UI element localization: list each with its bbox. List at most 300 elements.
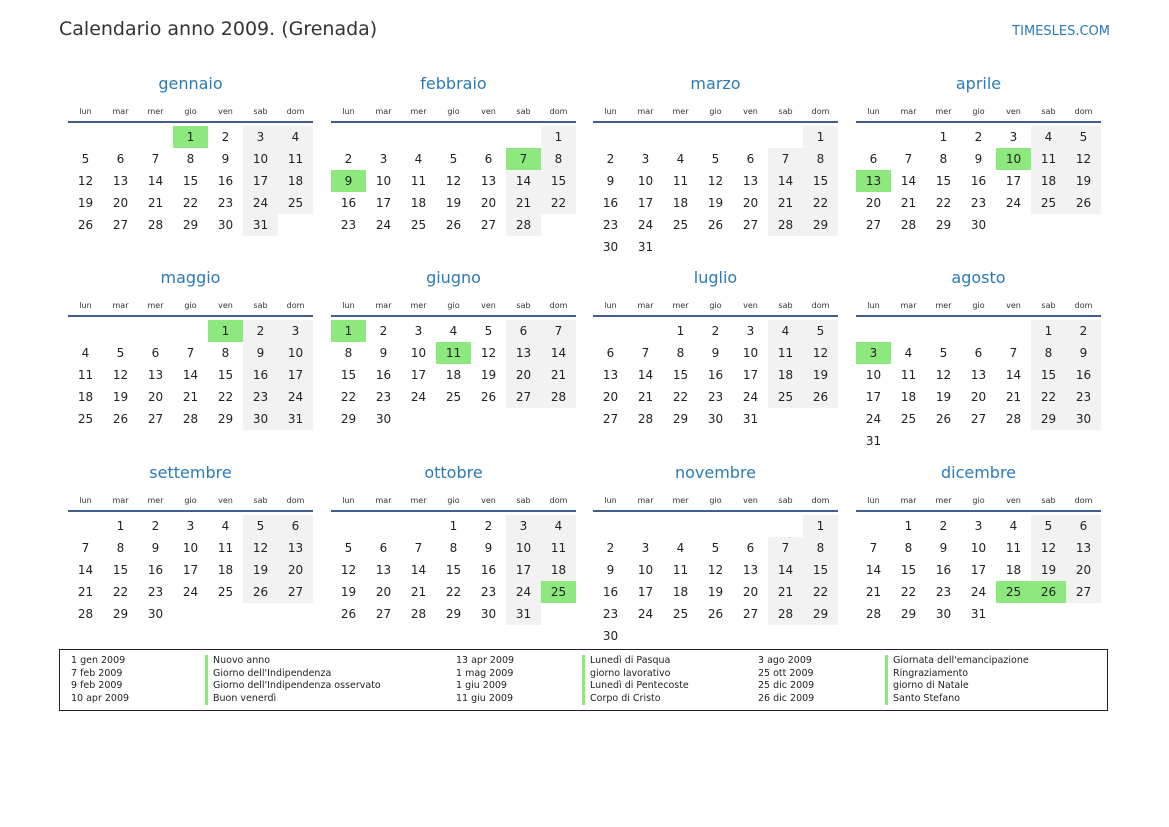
- day-cell[interactable]: 24: [637, 607, 654, 621]
- weekend-day-cell[interactable]: 19: [1031, 559, 1066, 581]
- day-cell[interactable]: 5: [81, 152, 90, 166]
- weekend-day-cell[interactable]: 15: [1031, 364, 1066, 386]
- day-cell[interactable]: 7: [869, 541, 878, 555]
- day-cell[interactable]: 19: [340, 585, 357, 599]
- day-cell[interactable]: 3: [641, 541, 650, 555]
- weekend-day-cell[interactable]: 20: [278, 559, 313, 581]
- day-cell[interactable]: 16: [707, 368, 724, 382]
- weekend-day-cell[interactable]: 19: [243, 559, 278, 581]
- day-cell[interactable]: 4: [904, 346, 913, 360]
- weekend-day-cell[interactable]: 21: [506, 192, 541, 214]
- day-cell[interactable]: 9: [221, 152, 230, 166]
- weekend-day-cell[interactable]: 14: [768, 170, 803, 192]
- day-cell[interactable]: 19: [112, 390, 129, 404]
- day-cell[interactable]: 16: [602, 585, 619, 599]
- weekend-day-cell[interactable]: 1: [803, 126, 838, 148]
- weekend-day-cell[interactable]: 5: [803, 320, 838, 342]
- day-cell[interactable]: 10: [637, 174, 654, 188]
- day-cell[interactable]: 19: [707, 196, 724, 210]
- holiday-day-cell[interactable]: 25: [541, 581, 576, 603]
- weekend-day-cell[interactable]: 22: [1031, 386, 1066, 408]
- day-cell[interactable]: 9: [484, 541, 493, 555]
- holiday-day-cell[interactable]: 13: [856, 170, 891, 192]
- day-cell[interactable]: 30: [935, 607, 952, 621]
- day-cell[interactable]: 23: [602, 218, 619, 232]
- day-cell[interactable]: 29: [340, 412, 357, 426]
- day-cell[interactable]: 25: [672, 607, 689, 621]
- day-cell[interactable]: 4: [1009, 519, 1018, 533]
- day-cell[interactable]: 25: [672, 218, 689, 232]
- day-cell[interactable]: 30: [970, 218, 987, 232]
- weekend-day-cell[interactable]: 28: [768, 214, 803, 236]
- day-cell[interactable]: 16: [935, 563, 952, 577]
- day-cell[interactable]: 30: [602, 629, 619, 643]
- day-cell[interactable]: 4: [414, 152, 423, 166]
- day-cell[interactable]: 17: [1005, 174, 1022, 188]
- day-cell[interactable]: 26: [935, 412, 952, 426]
- day-cell[interactable]: 17: [182, 563, 199, 577]
- day-cell[interactable]: 6: [606, 346, 615, 360]
- day-cell[interactable]: 5: [484, 324, 493, 338]
- day-cell[interactable]: 6: [151, 346, 160, 360]
- day-cell[interactable]: 19: [77, 196, 94, 210]
- day-cell[interactable]: 10: [410, 346, 427, 360]
- day-cell[interactable]: 14: [637, 368, 654, 382]
- day-cell[interactable]: 22: [445, 585, 462, 599]
- weekend-day-cell[interactable]: 14: [541, 342, 576, 364]
- day-cell[interactable]: 23: [707, 390, 724, 404]
- day-cell[interactable]: 9: [606, 563, 615, 577]
- day-cell[interactable]: 9: [939, 541, 948, 555]
- day-cell[interactable]: 16: [147, 563, 164, 577]
- day-cell[interactable]: 27: [147, 412, 164, 426]
- weekend-day-cell[interactable]: 6: [1066, 515, 1101, 537]
- day-cell[interactable]: 17: [637, 196, 654, 210]
- day-cell[interactable]: 2: [974, 130, 983, 144]
- weekend-day-cell[interactable]: 3: [278, 320, 313, 342]
- weekend-day-cell[interactable]: 12: [243, 537, 278, 559]
- day-cell[interactable]: 27: [742, 218, 759, 232]
- day-cell[interactable]: 10: [865, 368, 882, 382]
- day-cell[interactable]: 6: [116, 152, 125, 166]
- day-cell[interactable]: 2: [344, 152, 353, 166]
- day-cell[interactable]: 2: [711, 324, 720, 338]
- day-cell[interactable]: 5: [344, 541, 353, 555]
- day-cell[interactable]: 23: [970, 196, 987, 210]
- weekend-day-cell[interactable]: 8: [803, 148, 838, 170]
- day-cell[interactable]: 17: [742, 368, 759, 382]
- day-cell[interactable]: 18: [77, 390, 94, 404]
- holiday-day-cell[interactable]: 1: [208, 320, 243, 342]
- day-cell[interactable]: 11: [217, 541, 234, 555]
- weekend-day-cell[interactable]: 6: [278, 515, 313, 537]
- day-cell[interactable]: 27: [112, 218, 129, 232]
- weekend-day-cell[interactable]: 8: [1031, 342, 1066, 364]
- day-cell[interactable]: 29: [672, 412, 689, 426]
- day-cell[interactable]: 24: [182, 585, 199, 599]
- day-cell[interactable]: 28: [1005, 412, 1022, 426]
- day-cell[interactable]: 13: [147, 368, 164, 382]
- day-cell[interactable]: 7: [414, 541, 423, 555]
- weekend-day-cell[interactable]: 28: [506, 214, 541, 236]
- day-cell[interactable]: 3: [379, 152, 388, 166]
- day-cell[interactable]: 30: [480, 607, 497, 621]
- weekend-day-cell[interactable]: 14: [768, 559, 803, 581]
- weekend-day-cell[interactable]: 22: [803, 581, 838, 603]
- day-cell[interactable]: 11: [77, 368, 94, 382]
- day-cell[interactable]: 11: [672, 563, 689, 577]
- weekend-day-cell[interactable]: 30: [243, 408, 278, 430]
- weekend-day-cell[interactable]: 25: [1031, 192, 1066, 214]
- weekend-day-cell[interactable]: 23: [243, 386, 278, 408]
- day-cell[interactable]: 22: [182, 196, 199, 210]
- day-cell[interactable]: 28: [182, 412, 199, 426]
- day-cell[interactable]: 12: [112, 368, 129, 382]
- weekend-day-cell[interactable]: 12: [1031, 537, 1066, 559]
- day-cell[interactable]: 6: [974, 346, 983, 360]
- weekend-day-cell[interactable]: 19: [803, 364, 838, 386]
- weekend-day-cell[interactable]: 4: [768, 320, 803, 342]
- weekend-day-cell[interactable]: 5: [1066, 126, 1101, 148]
- weekend-day-cell[interactable]: 27: [278, 581, 313, 603]
- day-cell[interactable]: 30: [707, 412, 724, 426]
- weekend-day-cell[interactable]: 16: [243, 364, 278, 386]
- day-cell[interactable]: 14: [900, 174, 917, 188]
- weekend-day-cell[interactable]: 26: [243, 581, 278, 603]
- weekend-day-cell[interactable]: 24: [506, 581, 541, 603]
- day-cell[interactable]: 9: [151, 541, 160, 555]
- day-cell[interactable]: 21: [865, 585, 882, 599]
- day-cell[interactable]: 18: [410, 196, 427, 210]
- day-cell[interactable]: 5: [711, 541, 720, 555]
- day-cell[interactable]: 22: [112, 585, 129, 599]
- day-cell[interactable]: 19: [707, 585, 724, 599]
- day-cell[interactable]: 27: [375, 607, 392, 621]
- day-cell[interactable]: 30: [602, 240, 619, 254]
- holiday-day-cell[interactable]: 9: [331, 170, 366, 192]
- day-cell[interactable]: 26: [480, 390, 497, 404]
- day-cell[interactable]: 8: [344, 346, 353, 360]
- holiday-day-cell[interactable]: 1: [173, 126, 208, 148]
- holiday-day-cell[interactable]: 11: [436, 342, 471, 364]
- weekend-day-cell[interactable]: 5: [1031, 515, 1066, 537]
- day-cell[interactable]: 1: [116, 519, 125, 533]
- day-cell[interactable]: 27: [742, 607, 759, 621]
- day-cell[interactable]: 22: [900, 585, 917, 599]
- weekend-day-cell[interactable]: 15: [541, 170, 576, 192]
- weekend-day-cell[interactable]: 29: [803, 214, 838, 236]
- weekend-day-cell[interactable]: 2: [243, 320, 278, 342]
- weekend-day-cell[interactable]: 13: [1066, 537, 1101, 559]
- holiday-day-cell[interactable]: 7: [506, 148, 541, 170]
- day-cell[interactable]: 17: [410, 368, 427, 382]
- day-cell[interactable]: 1: [904, 519, 913, 533]
- day-cell[interactable]: 2: [939, 519, 948, 533]
- weekend-day-cell[interactable]: 10: [506, 537, 541, 559]
- day-cell[interactable]: 19: [935, 390, 952, 404]
- day-cell[interactable]: 21: [182, 390, 199, 404]
- day-cell[interactable]: 7: [186, 346, 195, 360]
- day-cell[interactable]: 4: [81, 346, 90, 360]
- day-cell[interactable]: 29: [217, 412, 234, 426]
- day-cell[interactable]: 12: [77, 174, 94, 188]
- weekend-day-cell[interactable]: 12: [1066, 148, 1101, 170]
- day-cell[interactable]: 16: [970, 174, 987, 188]
- day-cell[interactable]: 23: [480, 585, 497, 599]
- day-cell[interactable]: 18: [672, 585, 689, 599]
- day-cell[interactable]: 3: [414, 324, 423, 338]
- day-cell[interactable]: 30: [375, 412, 392, 426]
- day-cell[interactable]: 24: [637, 218, 654, 232]
- weekend-day-cell[interactable]: 11: [768, 342, 803, 364]
- day-cell[interactable]: 13: [602, 368, 619, 382]
- weekend-day-cell[interactable]: 9: [1066, 342, 1101, 364]
- day-cell[interactable]: 8: [904, 541, 913, 555]
- weekend-day-cell[interactable]: 10: [278, 342, 313, 364]
- weekend-day-cell[interactable]: 22: [803, 192, 838, 214]
- day-cell[interactable]: 25: [410, 218, 427, 232]
- weekend-day-cell[interactable]: 25: [768, 386, 803, 408]
- day-cell[interactable]: 16: [375, 368, 392, 382]
- day-cell[interactable]: 23: [935, 585, 952, 599]
- day-cell[interactable]: 9: [606, 174, 615, 188]
- day-cell[interactable]: 4: [449, 324, 458, 338]
- day-cell[interactable]: 9: [711, 346, 720, 360]
- day-cell[interactable]: 4: [676, 541, 685, 555]
- weekend-day-cell[interactable]: 9: [243, 342, 278, 364]
- day-cell[interactable]: 9: [379, 346, 388, 360]
- day-cell[interactable]: 20: [147, 390, 164, 404]
- day-cell[interactable]: 7: [81, 541, 90, 555]
- day-cell[interactable]: 12: [935, 368, 952, 382]
- day-cell[interactable]: 6: [869, 152, 878, 166]
- day-cell[interactable]: 26: [77, 218, 94, 232]
- weekend-day-cell[interactable]: 23: [1066, 386, 1101, 408]
- weekend-day-cell[interactable]: 15: [803, 170, 838, 192]
- weekend-day-cell[interactable]: 22: [541, 192, 576, 214]
- day-cell[interactable]: 22: [217, 390, 234, 404]
- weekend-day-cell[interactable]: 7: [768, 537, 803, 559]
- weekend-day-cell[interactable]: 1: [1031, 320, 1066, 342]
- weekend-day-cell[interactable]: 12: [803, 342, 838, 364]
- day-cell[interactable]: 22: [935, 196, 952, 210]
- weekend-day-cell[interactable]: 8: [803, 537, 838, 559]
- day-cell[interactable]: 6: [484, 152, 493, 166]
- day-cell[interactable]: 3: [746, 324, 755, 338]
- weekend-day-cell[interactable]: 8: [541, 148, 576, 170]
- day-cell[interactable]: 27: [602, 412, 619, 426]
- day-cell[interactable]: 20: [742, 585, 759, 599]
- day-cell[interactable]: 23: [340, 218, 357, 232]
- day-cell[interactable]: 3: [641, 152, 650, 166]
- day-cell[interactable]: 29: [900, 607, 917, 621]
- day-cell[interactable]: 22: [340, 390, 357, 404]
- weekend-day-cell[interactable]: 25: [278, 192, 313, 214]
- weekend-day-cell[interactable]: 18: [1031, 170, 1066, 192]
- weekend-day-cell[interactable]: 31: [243, 214, 278, 236]
- day-cell[interactable]: 13: [970, 368, 987, 382]
- weekend-day-cell[interactable]: 16: [1066, 364, 1101, 386]
- weekend-day-cell[interactable]: 18: [541, 559, 576, 581]
- day-cell[interactable]: 23: [147, 585, 164, 599]
- day-cell[interactable]: 21: [1005, 390, 1022, 404]
- day-cell[interactable]: 15: [217, 368, 234, 382]
- day-cell[interactable]: 29: [112, 607, 129, 621]
- weekend-day-cell[interactable]: 28: [768, 603, 803, 625]
- day-cell[interactable]: 15: [935, 174, 952, 188]
- day-cell[interactable]: 9: [974, 152, 983, 166]
- holiday-day-cell[interactable]: 1: [331, 320, 366, 342]
- day-cell[interactable]: 10: [182, 541, 199, 555]
- day-cell[interactable]: 24: [865, 412, 882, 426]
- weekend-day-cell[interactable]: 27: [1066, 581, 1101, 603]
- day-cell[interactable]: 13: [742, 563, 759, 577]
- day-cell[interactable]: 31: [970, 607, 987, 621]
- day-cell[interactable]: 7: [904, 152, 913, 166]
- weekend-day-cell[interactable]: 11: [1031, 148, 1066, 170]
- weekend-day-cell[interactable]: 1: [803, 515, 838, 537]
- day-cell[interactable]: 14: [147, 174, 164, 188]
- weekend-day-cell[interactable]: 24: [278, 386, 313, 408]
- day-cell[interactable]: 30: [147, 607, 164, 621]
- day-cell[interactable]: 8: [186, 152, 195, 166]
- day-cell[interactable]: 11: [410, 174, 427, 188]
- day-cell[interactable]: 13: [112, 174, 129, 188]
- day-cell[interactable]: 7: [151, 152, 160, 166]
- day-cell[interactable]: 15: [112, 563, 129, 577]
- day-cell[interactable]: 21: [410, 585, 427, 599]
- day-cell[interactable]: 29: [445, 607, 462, 621]
- day-cell[interactable]: 1: [939, 130, 948, 144]
- day-cell[interactable]: 20: [865, 196, 882, 210]
- day-cell[interactable]: 20: [375, 585, 392, 599]
- day-cell[interactable]: 20: [602, 390, 619, 404]
- weekend-day-cell[interactable]: 1: [541, 126, 576, 148]
- day-cell[interactable]: 28: [637, 412, 654, 426]
- day-cell[interactable]: 10: [375, 174, 392, 188]
- day-cell[interactable]: 29: [935, 218, 952, 232]
- weekend-day-cell[interactable]: 2: [1066, 320, 1101, 342]
- day-cell[interactable]: 18: [672, 196, 689, 210]
- day-cell[interactable]: 17: [865, 390, 882, 404]
- day-cell[interactable]: 15: [445, 563, 462, 577]
- day-cell[interactable]: 8: [221, 346, 230, 360]
- weekend-day-cell[interactable]: 11: [541, 537, 576, 559]
- day-cell[interactable]: 31: [637, 240, 654, 254]
- day-cell[interactable]: 3: [186, 519, 195, 533]
- day-cell[interactable]: 27: [970, 412, 987, 426]
- day-cell[interactable]: 11: [672, 174, 689, 188]
- day-cell[interactable]: 16: [480, 563, 497, 577]
- day-cell[interactable]: 12: [707, 563, 724, 577]
- weekend-day-cell[interactable]: 29: [803, 603, 838, 625]
- weekend-day-cell[interactable]: 3: [506, 515, 541, 537]
- day-cell[interactable]: 28: [147, 218, 164, 232]
- day-cell[interactable]: 26: [707, 607, 724, 621]
- weekend-day-cell[interactable]: 7: [541, 320, 576, 342]
- day-cell[interactable]: 12: [445, 174, 462, 188]
- holiday-day-cell[interactable]: 10: [996, 148, 1031, 170]
- day-cell[interactable]: 15: [900, 563, 917, 577]
- day-cell[interactable]: 24: [410, 390, 427, 404]
- day-cell[interactable]: 24: [1005, 196, 1022, 210]
- day-cell[interactable]: 18: [445, 368, 462, 382]
- day-cell[interactable]: 21: [900, 196, 917, 210]
- day-cell[interactable]: 31: [865, 434, 882, 448]
- day-cell[interactable]: 14: [1005, 368, 1022, 382]
- day-cell[interactable]: 21: [77, 585, 94, 599]
- day-cell[interactable]: 10: [970, 541, 987, 555]
- weekend-day-cell[interactable]: 29: [1031, 408, 1066, 430]
- day-cell[interactable]: 23: [375, 390, 392, 404]
- weekend-day-cell[interactable]: 18: [768, 364, 803, 386]
- day-cell[interactable]: 13: [480, 174, 497, 188]
- weekend-day-cell[interactable]: 19: [1066, 170, 1101, 192]
- day-cell[interactable]: 31: [742, 412, 759, 426]
- day-cell[interactable]: 8: [676, 346, 685, 360]
- weekend-day-cell[interactable]: 24: [243, 192, 278, 214]
- day-cell[interactable]: 19: [445, 196, 462, 210]
- day-cell[interactable]: 14: [410, 563, 427, 577]
- day-cell[interactable]: 14: [182, 368, 199, 382]
- day-cell[interactable]: 24: [742, 390, 759, 404]
- day-cell[interactable]: 28: [900, 218, 917, 232]
- day-cell[interactable]: 16: [217, 174, 234, 188]
- brand-link[interactable]: TIMESLES.COM: [1012, 24, 1110, 39]
- weekend-day-cell[interactable]: 4: [278, 126, 313, 148]
- day-cell[interactable]: 4: [676, 152, 685, 166]
- day-cell[interactable]: 2: [379, 324, 388, 338]
- day-cell[interactable]: 8: [449, 541, 458, 555]
- day-cell[interactable]: 7: [1009, 346, 1018, 360]
- day-cell[interactable]: 3: [1009, 130, 1018, 144]
- day-cell[interactable]: 5: [939, 346, 948, 360]
- weekend-day-cell[interactable]: 28: [541, 386, 576, 408]
- weekend-day-cell[interactable]: 21: [768, 192, 803, 214]
- day-cell[interactable]: 17: [637, 585, 654, 599]
- weekend-day-cell[interactable]: 7: [768, 148, 803, 170]
- day-cell[interactable]: 6: [746, 152, 755, 166]
- day-cell[interactable]: 28: [77, 607, 94, 621]
- day-cell[interactable]: 2: [606, 541, 615, 555]
- weekend-day-cell[interactable]: 14: [506, 170, 541, 192]
- day-cell[interactable]: 27: [480, 218, 497, 232]
- weekend-day-cell[interactable]: 31: [506, 603, 541, 625]
- weekend-day-cell[interactable]: 3: [243, 126, 278, 148]
- day-cell[interactable]: 15: [182, 174, 199, 188]
- weekend-day-cell[interactable]: 18: [278, 170, 313, 192]
- day-cell[interactable]: 13: [375, 563, 392, 577]
- day-cell[interactable]: 23: [602, 607, 619, 621]
- day-cell[interactable]: 2: [484, 519, 493, 533]
- day-cell[interactable]: 24: [375, 218, 392, 232]
- day-cell[interactable]: 20: [480, 196, 497, 210]
- day-cell[interactable]: 25: [217, 585, 234, 599]
- weekend-day-cell[interactable]: 31: [278, 408, 313, 430]
- day-cell[interactable]: 10: [742, 346, 759, 360]
- weekend-day-cell[interactable]: 26: [1066, 192, 1101, 214]
- weekend-day-cell[interactable]: 5: [243, 515, 278, 537]
- weekend-day-cell[interactable]: 27: [506, 386, 541, 408]
- weekend-day-cell[interactable]: 17: [278, 364, 313, 386]
- day-cell[interactable]: 18: [217, 563, 234, 577]
- weekend-day-cell[interactable]: 17: [243, 170, 278, 192]
- day-cell[interactable]: 12: [480, 346, 497, 360]
- day-cell[interactable]: 30: [217, 218, 234, 232]
- weekend-day-cell[interactable]: 21: [541, 364, 576, 386]
- day-cell[interactable]: 11: [900, 368, 917, 382]
- weekend-day-cell[interactable]: 26: [803, 386, 838, 408]
